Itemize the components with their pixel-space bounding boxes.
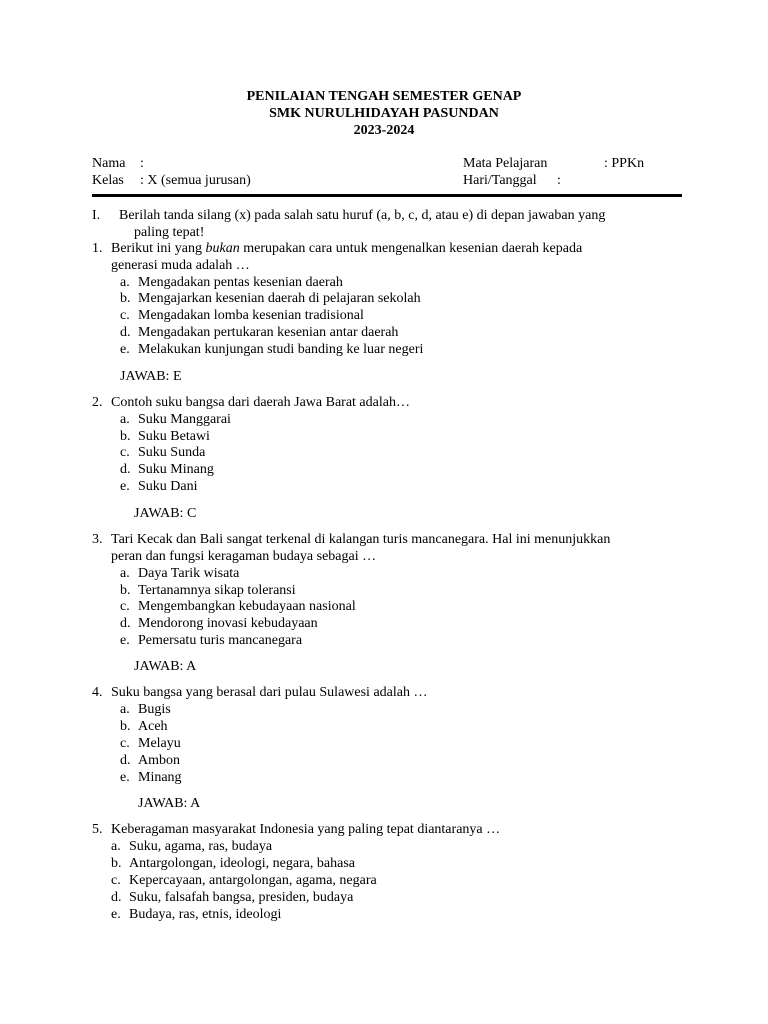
info-row-2 [92,172,682,189]
option-text[interactable]: Suku Sunda [138,445,206,460]
option-text[interactable]: Bugis [138,702,171,717]
question-number: 5. [92,822,103,837]
answer-label: JAWAB: A [134,659,197,674]
school-year: 2023-2024 [353,123,415,138]
option-text[interactable]: Suku, agama, ras, budaya [129,839,273,854]
instruction-line-1: Berilah tanda silang (x) pada salah satu huruf (a, b, c, d, atau e) di depan jawaban yang [119,208,606,223]
kelas-value: : X (semua jurusan) [140,173,251,188]
instruction-numeral: I. [92,208,101,223]
option-text[interactable]: Mengadakan lomba kesenian tradisional [138,308,364,323]
question-text-line-2: generasi muda adalah … [111,258,250,273]
option-text[interactable]: Mendorong inovasi kebudayaan [138,616,318,631]
nama-label: Nama [92,156,126,171]
option-letter[interactable]: d. [111,890,122,905]
option-text[interactable]: Melakukan kunjungan studi banding ke luar negeri [138,342,424,357]
option-letter[interactable]: a. [120,702,130,717]
option-letter[interactable]: c. [111,873,121,888]
option-letter[interactable]: b. [120,291,131,306]
option-text[interactable]: Mengembangkan kebudayaan nasional [138,599,356,614]
exam-title: PENILAIAN TENGAH SEMESTER GENAP [246,89,522,104]
option-letter[interactable]: b. [120,583,131,598]
question-number: 2. [92,395,103,410]
instruction-line-2: paling tepat! [134,225,205,240]
option-text[interactable]: Ambon [138,753,180,768]
option-letter[interactable]: d. [120,325,131,340]
question-number: 1. [92,241,103,256]
option-letter[interactable]: a. [120,566,130,581]
option-text[interactable]: Suku Betawi [138,429,210,444]
option-text[interactable]: Tertanamnya sikap toleransi [138,583,296,598]
option-letter[interactable]: b. [120,719,131,734]
option-text[interactable]: Mengadakan pertukaran kesenian antar daerah [138,325,399,340]
option-letter[interactable]: e. [111,907,121,922]
option-letter[interactable]: a. [120,275,130,290]
question-number: 4. [92,685,103,700]
option-text[interactable]: Kepercayaan, antargolongan, agama, negara [129,873,377,888]
answer-label: JAWAB: A [138,796,201,811]
question-text-line-1 [111,240,582,257]
answer-label: JAWAB: C [134,506,197,521]
option-text[interactable]: Suku, falsafah bangsa, presiden, budaya [129,890,354,905]
option-text[interactable]: Mengadakan pentas kesenian daerah [138,275,343,290]
option-text[interactable]: Suku Minang [138,462,214,477]
kelas-label: Kelas [92,173,124,188]
option-text[interactable]: Aceh [138,719,168,734]
option-letter[interactable]: a. [111,839,121,854]
option-letter[interactable]: e. [120,479,130,494]
option-text[interactable]: Daya Tarik wisata [138,566,240,581]
question-number: 3. [92,532,103,547]
mapel-label: Mata Pelajaran [463,156,548,171]
info-row-1 [92,155,682,172]
option-letter[interactable]: e. [120,342,130,357]
option-text[interactable]: Antargolongan, ideologi, negara, bahasa [129,856,356,871]
emphasized-word: bukan [205,241,240,256]
answer-label: JAWAB: E [120,369,182,384]
header-divider [92,194,682,197]
question-text-part: merupakan cara untuk mengenalkan kesenian daerah kepada [239,241,583,256]
option-letter[interactable]: d. [120,462,131,477]
hari-value: : [557,173,561,188]
nama-colon: : [140,156,144,171]
question-text-line-1: Tari Kecak dan Bali sangat terkenal di kalangan turis mancanegara. Hal ini menunjukkan [111,532,611,547]
option-text[interactable]: Suku Manggarai [138,412,231,427]
option-letter[interactable]: d. [120,753,131,768]
option-text[interactable]: Melayu [138,736,181,751]
question-text-line-1: Keberagaman masyarakat Indonesia yang paling tepat diantaranya … [111,822,501,837]
option-letter[interactable]: b. [111,856,122,871]
option-text[interactable]: Suku Dani [138,479,198,494]
question-text-line-2: peran dan fungsi keragaman budaya sebagai … [111,549,377,564]
question-text-line-1: Suku bangsa yang berasal dari pulau Sulawesi adalah … [111,685,428,700]
school-name: SMK NURULHIDAYAH PASUNDAN [269,106,499,121]
option-text[interactable]: Budaya, ras, etnis, ideologi [129,907,282,922]
option-letter[interactable]: c. [120,736,130,751]
option-letter[interactable]: c. [120,599,130,614]
option-letter[interactable]: e. [120,770,130,785]
question-text-line-1: Contoh suku bangsa dari daerah Jawa Barat adalah… [111,395,410,410]
option-letter[interactable]: c. [120,445,130,460]
exam-header [0,88,768,139]
option-letter[interactable]: c. [120,308,130,323]
option-letter[interactable]: e. [120,633,130,648]
option-letter[interactable]: a. [120,412,130,427]
option-letter[interactable]: b. [120,429,131,444]
option-text[interactable]: Pemersatu turis mancanegara [138,633,303,648]
option-letter[interactable]: d. [120,616,131,631]
option-text[interactable]: Minang [138,770,182,785]
mapel-value: : PPKn [604,156,645,171]
question-text-part: Berikut ini yang [111,241,206,256]
option-text[interactable]: Mengajarkan kesenian daerah di pelajaran sekolah [138,291,421,306]
hari-label: Hari/Tanggal [463,173,537,188]
